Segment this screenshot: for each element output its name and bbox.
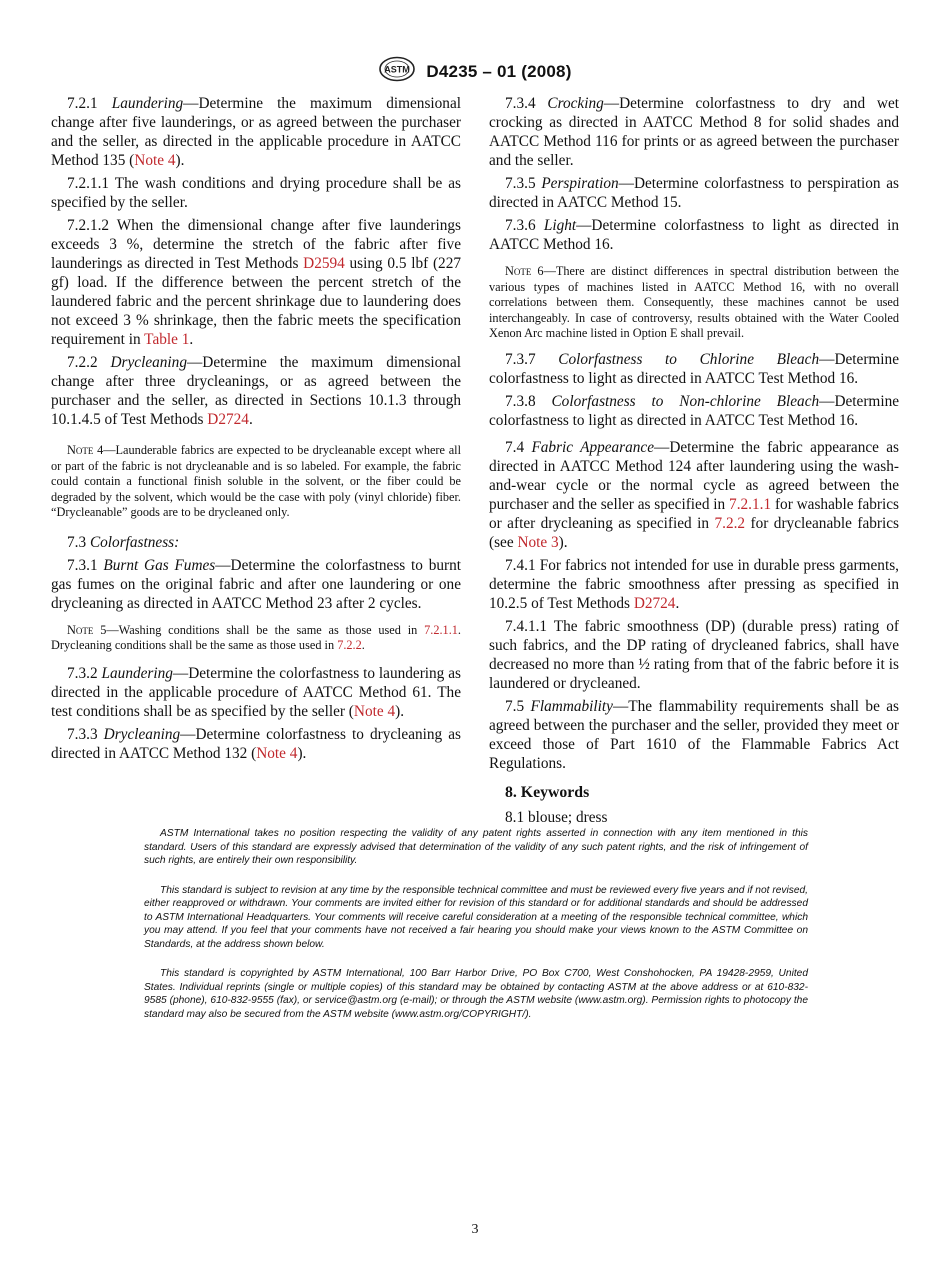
- document-designation: D4235 – 01 (2008): [426, 61, 572, 81]
- note-5: Note 5—Washing conditions shall be the same as those used in 7.2.1.1. Drycleaning conditions shall be the same as those used in 7.2.2.: [51, 622, 461, 652]
- legal-footer: [144, 827, 808, 1037]
- section-8-heading: 8. Keywords: [505, 783, 590, 801]
- section-7-5: 7.5 Flammability—The flammability requirements shall be as agreed between the purchaser and the seller, provided they meet or exceed those of Part 1610 of the Flammable Fabrics Act Regulations.: [489, 697, 899, 772]
- astm-logo-icon: [378, 56, 416, 87]
- link-note-3[interactable]: Note 3: [517, 533, 559, 551]
- patent-notice: ASTM International takes no position respecting the validity of any patent rights asserted in connection with any item mentioned in this standard. Users of this standard are expressly advised that determination of the validity of any such patent rights, and the risk of infringement of such rights, are entirely their own responsibility.: [144, 828, 808, 866]
- page-number: 3: [471, 1222, 479, 1237]
- link-table-1[interactable]: Table 1: [144, 331, 190, 348]
- section-8-1: 8.1 blouse; dress: [505, 808, 608, 826]
- note-4: Note 4—Launderable fabrics are expected to be drycleanable except where all or part of the fabric is not drycleanable and is so labeled. For example, the fabric could contain a functional finish soluble in the solvent, or the fiber could be degraded by the solvent, which would be the case with poly (vinyl chloride) fiber. “Drycleanable” goods are to be drycleaned only.: [51, 443, 461, 519]
- link-7-2-1-1[interactable]: 7.2.1.1: [424, 622, 458, 637]
- link-d2724[interactable]: D2724: [207, 411, 249, 428]
- revision-notice: This standard is subject to revision at any time by the responsible technical committee and must be reviewed every five years and if not revised, either reapproved or withdrawn. Your comments are invited either for revision of this standard or for additional standards and should be addressed to ASTM International Headquarters. Your comments will receive careful consideration at a meeting of the responsible technical committee, which you may attend. If you feel that your comments have not received a fair hearing you should make your views known to the ASTM Committee on Standards, at the address shown below.: [144, 884, 808, 950]
- svg-text:ASTM: ASTM: [384, 64, 411, 75]
- section-7-4: 7.4 Fabric Appearance—Determine the fabric appearance as directed in AATCC Method 124 after laundering using the wash-and-wear cycle or the normal cycle as agreed between the purchaser and the seller as specified in 7.2.1.1 for washable fabrics or after drycleaning as specified in 7.2.2 for drycleanable fabrics (see Note 3).: [489, 438, 900, 551]
- left-column: [51, 94, 461, 767]
- section-7-4-1-1: 7.4.1.1 The fabric smoothness (DP) (durable press) rating of such fabrics, and the DP rating of drycleaned fabrics, shall have decreased no more than ½ rating from that of the fabric before it is laundered or drycleaned.: [489, 617, 899, 692]
- right-column: [489, 94, 899, 831]
- link-7-2-2[interactable]: 7.2.2: [337, 638, 362, 652]
- section-7-3-3: 7.3.3 Drycleaning—Determine colorfastness to drycleaning as directed in AATCC Method 132 (Note 4).: [51, 725, 461, 762]
- section-7-3-5: 7.3.5 Perspiration—Determine colorfastness to perspiration as directed in AATCC Method 15.: [489, 175, 899, 211]
- section-7-2-2: 7.2.2 Drycleaning—Determine the maximum dimensional change after three drycleanings, or as agreed between the purchaser and the seller, as directed in Sections 10.1.3 through 10.1.4.5 of Test Methods D2724.: [51, 354, 461, 428]
- link-d2724[interactable]: D2724: [633, 594, 676, 612]
- note-6: Note 6—There are distinct differences in spectral distribution between the various types of machines listed in AATCC Method 16, with no overall correlations between them. Consequently, these machines cannot be used interchangeably. In case of controversy, results obtained with the Water Cooled Xenon Arc machine listed in Option E shall prevail.: [489, 264, 899, 340]
- section-7-3-8: 7.3.8 Colorfastness to Non-chlorine Bleach—Determine colorfastness to light as directed in AATCC Test Method 16.: [489, 392, 900, 429]
- link-note-4[interactable]: Note 4: [134, 152, 176, 169]
- section-7-2-1-1: 7.2.1.1 The wash conditions and drying procedure shall be as specified by the seller.: [51, 175, 461, 211]
- link-note-4[interactable]: Note 4: [256, 744, 298, 762]
- section-7-3: 7.3 Colorfastness:: [67, 533, 180, 551]
- link-note-4[interactable]: Note 4: [353, 702, 396, 720]
- section-7-3-7: 7.3.7 Colorfastness to Chlorine Bleach—Determine colorfastness to light as directed in AATCC Test Method 16.: [489, 350, 899, 387]
- section-7-2-1: 7.2.1 Laundering—Determine the maximum dimensional change after five launderings, or as agreed between the purchaser and the seller, as directed in the applicable procedure in AATCC Method 135 (Note 4).: [51, 95, 461, 169]
- section-7-3-2: 7.3.2 Laundering—Determine the colorfastness to laundering as directed in the applicable procedure of AATCC Method 61. The test conditions shall be as specified by the seller (Note 4).: [51, 664, 461, 720]
- section-7-3-4: 7.3.4 Crocking—Determine colorfastness to dry and wet crocking as directed in AATCC Method 8 for solid shades and AATCC Method 116 for prints or as agreed between the purchaser and the seller.: [489, 95, 899, 169]
- page-header: [0, 56, 950, 87]
- section-7-3-1: 7.3.1 Burnt Gas Fumes—Determine the colorfastness to burnt gas fumes on the original fabric and after one laundering or one drycleaning as directed in AATCC Method 23 after 2 cycles.: [51, 556, 461, 612]
- link-d2594[interactable]: D2594: [303, 255, 345, 272]
- link-7-2-1-1[interactable]: 7.2.1.1: [729, 495, 772, 513]
- link-7-2-2[interactable]: 7.2.2: [714, 514, 746, 532]
- section-7-3-6: 7.3.6 Light—Determine colorfastness to light as directed in AATCC Method 16.: [489, 217, 899, 253]
- copyright-notice: This standard is copyrighted by ASTM International, 100 Barr Harbor Drive, PO Box C700, West Conshohocken, PA 19428-2959, United States. Individual reprints (single or multiple copies) of this standard may be obtained by contacting ASTM at the above address or at 610-832-9585 (phone), 610-832-9555 (fax), or service@astm.org (e-mail); or through the ASTM website (www.astm.org). Permission rights to photocopy the standard may also be secured from the ASTM website (www.astm.org/COPYRIGHT/).: [144, 968, 808, 1020]
- section-7-2-1-2: 7.2.1.2 When the dimensional change after five launderings exceeds 3 %, determine the stretch of the fabric after five launderings as directed in Test Methods D2594 using 0.5 lbf (227 gf) load. If the difference between the percent stretch of the laundered fabric and the percent shrinkage due to laundering does not exceed 3 % shrinkage, then the fabric meets the specification requirement in Table 1.: [51, 217, 461, 348]
- section-7-4-1: 7.4.1 For fabrics not intended for use in durable press garments, determine the fabric smoothness after pressing as specified in 10.2.5 of Test Methods D2724.: [489, 556, 899, 612]
